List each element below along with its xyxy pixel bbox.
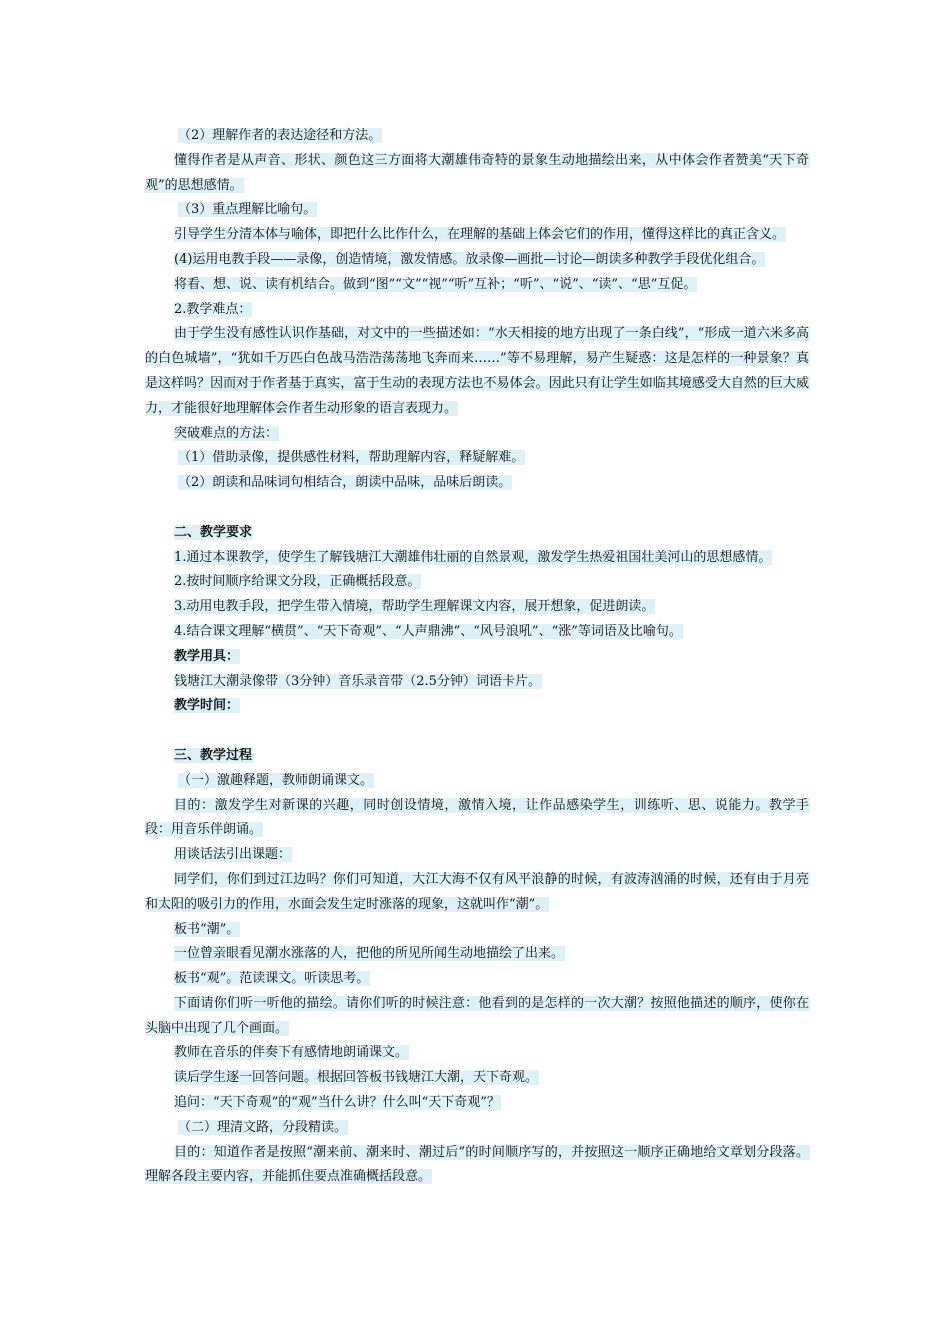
paragraph-goal-2-detail: 懂得作者是从声音、形状、颜色这三方面将大潮雄伟奇特的景象生动地描绘出来，从中体会作者赞美“天下奇观”的思想感情。 (145, 152, 809, 193)
paragraph-board-chao: 板书“潮”。 (174, 921, 240, 937)
paragraph-step-1-talk: 同学们，你们到过江边吗？你们可知道，大江大海不仅有风平浪静的时候，有波涛汹涌的时候，还有由于月亮和太阳的吸引力的作用，水面会发生定时涨落的现象，这就叫作“潮”。 (145, 871, 809, 912)
paragraph-requirement-1: 1.通过本课教学，使学生了解钱塘江大潮雄伟壮丽的自然景观，激发学生热爱祖国壮美河山的思想感情。 (174, 549, 772, 565)
paragraph-board-guan: 板书“观”。范读课文。听读思考。 (174, 971, 370, 987)
paragraph-step-1-purpose: 目的：激发学生对新课的兴趣，同时创设情境，激情入境，让作品感染学生，训练听、思、说能力。教学手段：用音乐伴朗诵。 (145, 797, 809, 838)
paragraph-teaching-tools: 钱塘江大潮录像带（3分钟）音乐录音带（2.5分钟）词语卡片。 (174, 673, 541, 689)
paragraph-witness: 一位曾亲眼看见潮水涨落的人，把他的所见所闻生动地描绘了出来。 (174, 946, 565, 962)
paragraph-goal-3: （3）重点理解比喻句。 (178, 202, 317, 218)
paragraph-goal-4: (4)运用电教手段——录像，创造情境，激发情感。放录像—画批—讨论—朗读多种教学手段优化组合。 (174, 251, 765, 267)
paragraph-teacher-reads: 教师在音乐的伴奏下有感情地朗诵课文。 (174, 1045, 409, 1061)
blank-line (145, 496, 810, 521)
paragraph-difficulty-heading: 2.教学难点： (174, 301, 252, 317)
paragraph-method-2: （2）朗读和品味词句相结合，朗读中品味，品味后朗读。 (178, 475, 512, 491)
paragraph-step-1-intro: 用谈话法引出课题： (174, 847, 292, 863)
paragraph-step-2: （二）理清文路，分段精读。 (178, 1119, 348, 1135)
paragraph-students-answer: 读后学生逐一回答问题。根据回答板书钱塘江大潮，天下奇观。 (174, 1070, 539, 1086)
paragraph-follow-up-question: 追问：“天下奇观”的“观”当什么讲？什么叫“天下奇观”？ (174, 1095, 500, 1111)
paragraph-method-heading: 突破难点的方法： (174, 425, 279, 441)
paragraph-difficulty-detail: 由于学生没有感性认识作基础，对文中的一些描述如：“水天相接的地方出现了一条白线”，“形成一道六米多高的白色城墙”，“犹如千万匹白色战马浩浩荡荡地飞奔而来……”等不易理解，易产生疑惑：这是怎样的一种景象？真是这样吗？因而对于作者基于真实，富于生动的表现方法也不易体会。因此只有让学生如临其境感受大自然的巨大威力，才能很好地理解体会作者生动形象的语言表现力。 (145, 326, 809, 416)
paragraph-listen-instructions: 下面请你们听一听他的描绘。请你们听的时候注意：他看到的是怎样的一次大潮？按照他描述的顺序，使你在头脑中出现了几个画面。 (145, 995, 809, 1036)
section-heading-requirements: 二、教学要求 (174, 524, 253, 540)
paragraph-goal-4-detail: 将看、想、说、读有机结合。做到“图”“文”“视”“听”互补；“听”、“说”、“读”、“思”互促。 (174, 276, 697, 292)
paragraph-method-1: （1）借助录像，提供感性材料，帮助理解内容，释疑解难。 (178, 450, 525, 466)
paragraph-goal-3-detail: 引导学生分清本体与喻体，即把什么比作什么，在理解的基础上体会它们的作用，懂得这样比的真正含义。 (174, 227, 786, 243)
paragraph-step-2-purpose: 目的：知道作者是按照“潮来前、潮来时、潮过后”的时间顺序写的，并按照这一顺序正确地给文章划分段落。理解各段主要内容，并能抓住要点准确概括段意。 (145, 1144, 809, 1185)
document-body (145, 124, 810, 1190)
heading-teaching-tools: 教学用具： (174, 648, 240, 664)
paragraph-requirement-2: 2.按时间顺序给课文分段，正确概括段意。 (174, 574, 421, 590)
section-heading-process: 三、教学过程 (174, 747, 253, 763)
heading-teaching-time: 教学时间： (174, 698, 240, 714)
paragraph-step-1: （一）激趣释题，教师朗诵课文。 (178, 772, 374, 788)
paragraph-requirement-3: 3.动用电教手段，把学生带入情境，帮助学生理解课文内容，展开想象，促进朗读。 (174, 599, 655, 615)
paragraph-goal-2: （2）理解作者的表达途径和方法。 (178, 128, 382, 143)
blank-line (145, 719, 810, 744)
paragraph-requirement-4: 4.结合课文理解“横贯”、“天下奇观”、“人声鼎沸”、“风号浪吼”、“涨”等词语及比喻句。 (174, 623, 682, 639)
